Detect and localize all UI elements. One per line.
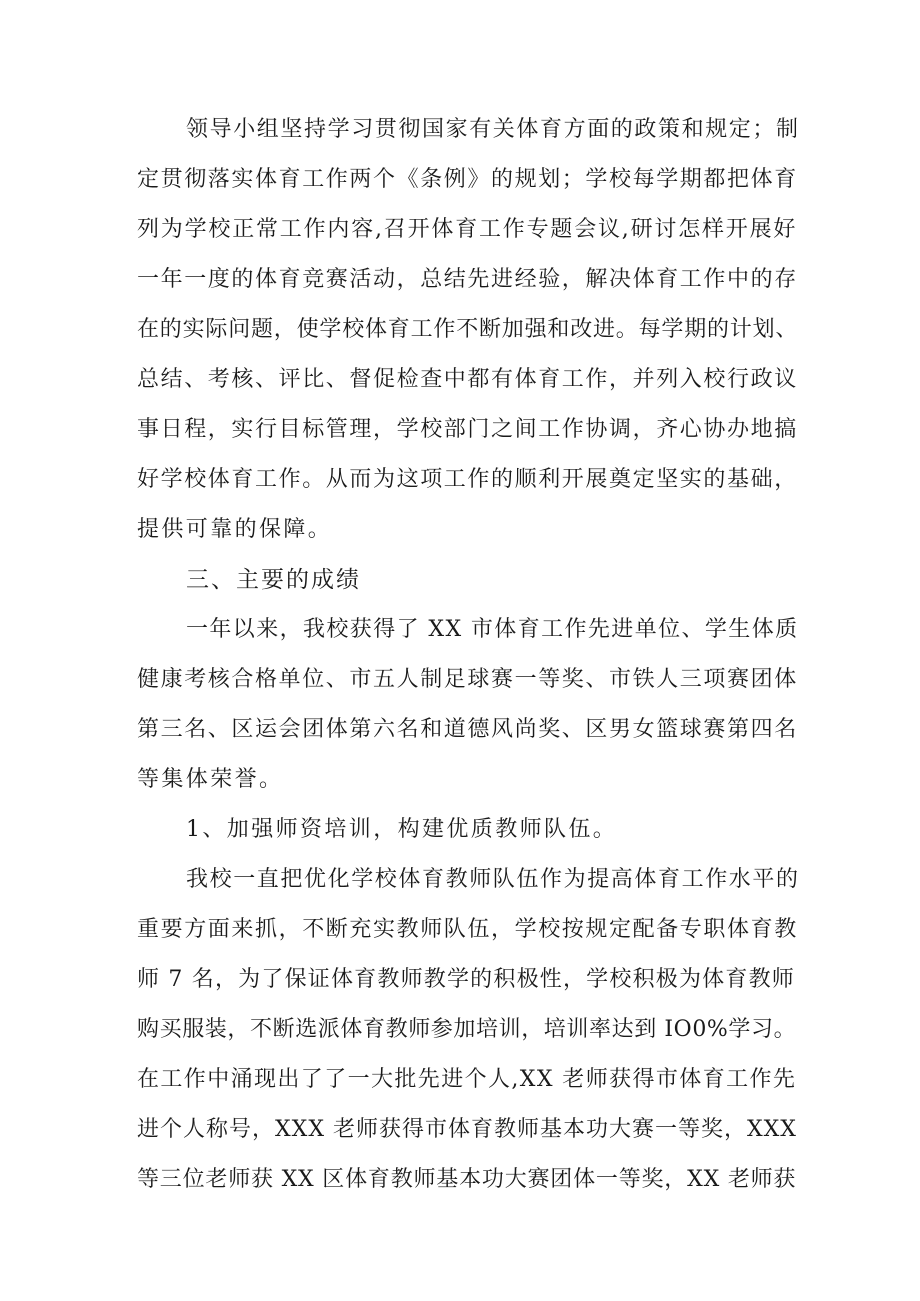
paragraph-3-line-3: 师 7 名，为了保证体育教师教学的积极性，学校积极为体育教师 (137, 967, 795, 992)
paragraph-3-line-5: 在工作中涌现出了了一大批先进个人,XX 老师获得市体育工作先 (137, 1067, 797, 1092)
paragraph-3-line-1: 我校一直把优化学校体育教师队伍作为提高体育工作水平的 (186, 867, 800, 892)
paragraph-2-line-3: 第三名、区运会团体第六名和道德风尚奖、区男女篮球赛第四名 (137, 717, 798, 742)
paragraph-3-line-6: 进个人称号，XXX 老师获得市体育教师基本功大赛一等奖，XXX (137, 1117, 797, 1142)
paragraph-1-line-7: 事日程，实行目标管理，学校部门之间工作协调，齐心协办地搞 (137, 417, 798, 442)
paragraph-1-line-8: 好学校体育工作。从而为这项工作的顺利开展奠定坚实的基础， (137, 467, 798, 492)
paragraph-1-line-4: 一年一度的体育竞赛活动，总结先进经验，解决体育工作中的存 (137, 267, 798, 292)
section-heading: 三、主要的成绩 (186, 567, 361, 593)
paragraph-1-line-3: 列为学校正常工作内容,召开体育工作专题会议,研讨怎样开展好 (137, 217, 798, 242)
paragraph-2-line-4: 等集体荣誉。 (137, 767, 284, 792)
paragraph-1-line-1: 领导小组坚持学习贯彻国家有关体育方面的政策和规定；制 (186, 117, 800, 142)
paragraph-2-line-2: 健康考核合格单位、市五人制足球赛一等奖、市铁人三项赛团体 (137, 667, 798, 692)
paragraph-3-line-7: 等三位老师获 XX 区体育教师基本功大赛团体一等奖，XX 老师获 (137, 1167, 797, 1192)
paragraph-3-line-4: 购买服装，不断选派体育教师参加培训，培训率达到 IO0%学习。 (137, 1017, 797, 1042)
paragraph-2-line-1: 一年以来，我校获得了 XX 市体育工作先进单位、学生体质 (186, 617, 799, 642)
paragraph-1-line-5: 在的实际问题，使学校体育工作不断加强和改进。每学期的计划、 (137, 317, 799, 342)
paragraph-3-line-2: 重要方面来抓，不断充实教师队伍，学校按规定配备专职体育教 (137, 917, 798, 942)
subheading: 1、加强师资培训，构建优质教师队伍。 (186, 817, 618, 842)
paragraph-1-line-2: 定贯彻落实体育工作两个《条例》的规划；学校每学期都把体育 (137, 167, 798, 192)
paragraph-1-line-9: 提供可靠的保障。 (137, 517, 333, 542)
paragraph-1-line-6: 总结、考核、评比、督促检查中都有体育工作，并列入校行政议 (137, 367, 798, 392)
